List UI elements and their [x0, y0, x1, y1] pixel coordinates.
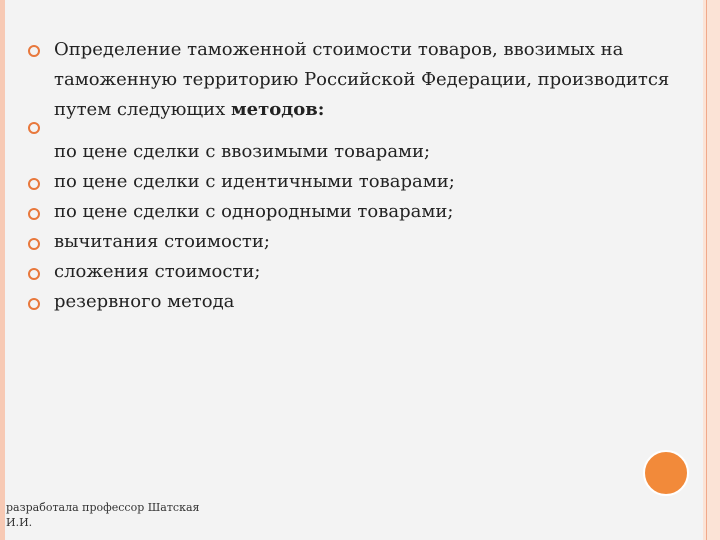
circle-bullet-icon	[28, 298, 40, 310]
method-text: сложения стоимости;	[54, 261, 261, 282]
circle-bullet-icon	[28, 122, 40, 134]
method-text: по цене сделки с однородными товарами;	[54, 201, 454, 222]
method-text: резервного метода	[54, 291, 235, 312]
right-frame-line	[706, 0, 707, 540]
circle-bullet-icon	[28, 178, 40, 190]
author-footer: разработала профессор Шатская И.И.	[6, 501, 200, 529]
intro-bold-word: методов:	[231, 99, 325, 120]
circle-bullet-icon	[28, 45, 40, 57]
method-text: вычитания стоимости;	[54, 231, 270, 252]
method-text: по цене сделки с идентичными товарами;	[54, 171, 455, 192]
intro-text-main: Определение таможенной стоимости товаров, ввозимых на таможенную территорию Российской Федерации, производится путем следующих	[54, 39, 670, 120]
circle-bullet-icon	[28, 208, 40, 220]
decorative-orange-circle	[643, 450, 689, 496]
circle-bullet-icon	[28, 268, 40, 280]
intro-text	[54, 35, 684, 125]
method-text: по цене сделки с ввозимыми товарами;	[54, 141, 431, 162]
slide-content	[5, 0, 703, 540]
circle-bullet-icon	[28, 238, 40, 250]
